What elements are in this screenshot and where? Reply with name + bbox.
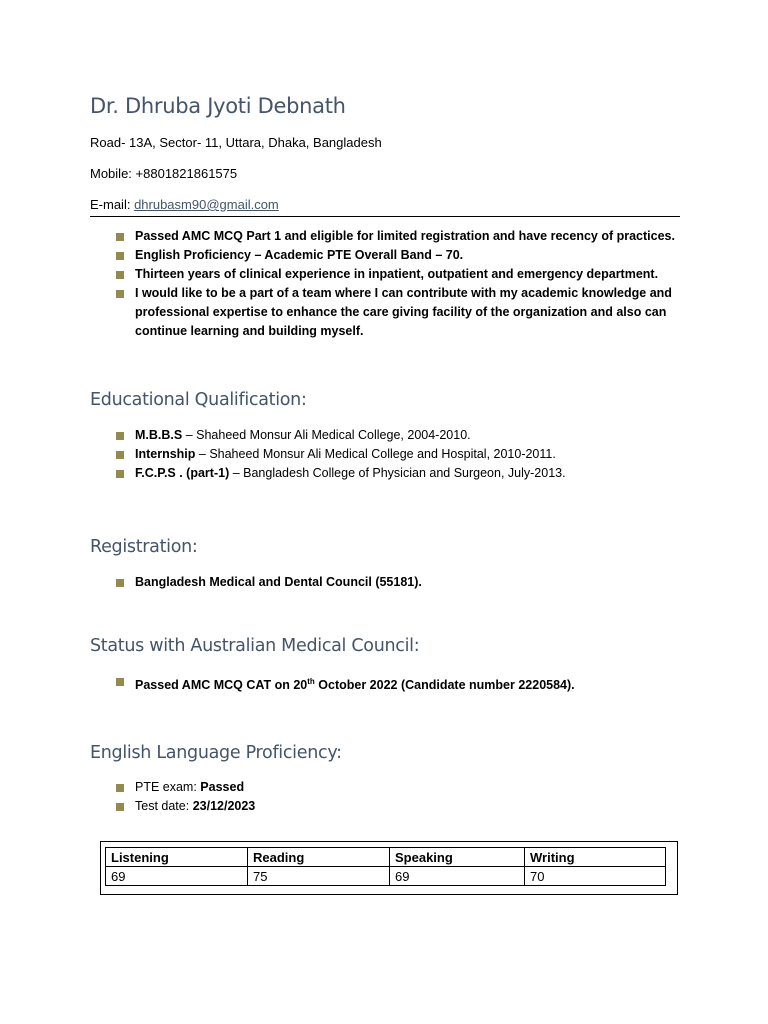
email-label: E-mail: bbox=[90, 197, 135, 212]
address: Road- 13A, Sector- 11, Uttara, Dhaka, Bangladesh bbox=[90, 135, 382, 150]
list-item: Passed AMC MCQ CAT on 20th October 2022 (Candidate number 2220584). bbox=[90, 672, 690, 695]
bullet-icon bbox=[116, 470, 124, 478]
table-header-row bbox=[106, 848, 666, 867]
list-item: I would like to be a part of a team where I can contribute with my academic knowledge and bbox=[90, 284, 690, 303]
table-cell: 70 bbox=[525, 867, 666, 886]
education-list bbox=[90, 426, 690, 483]
bullet-icon bbox=[116, 451, 124, 459]
pte-score-table-frame bbox=[100, 841, 678, 895]
bullet-icon bbox=[116, 579, 124, 587]
bullet-icon bbox=[116, 271, 124, 279]
header-divider bbox=[90, 216, 680, 217]
table-header: Speaking bbox=[390, 848, 525, 867]
english-list bbox=[90, 778, 690, 816]
person-name: Dr. Dhruba Jyoti Debnath bbox=[90, 94, 346, 118]
list-item-continuation: professional expertise to enhance the care giving facility of the organization and also can bbox=[135, 305, 667, 319]
english-heading: English Language Proficiency: bbox=[90, 743, 342, 763]
bullet-icon bbox=[116, 678, 124, 686]
table-cell: 75 bbox=[248, 867, 390, 886]
registration-list bbox=[90, 573, 690, 592]
table-cell: 69 bbox=[106, 867, 248, 886]
bullet-icon bbox=[116, 784, 124, 792]
mobile-number: +8801821861575 bbox=[135, 166, 238, 181]
list-item: M.B.B.S – Shaheed Monsur Ali Medical College, 2004-2010. bbox=[90, 426, 690, 445]
list-item: F.C.P.S . (part-1) – Bangladesh College of Physician and Surgeon, July-2013. bbox=[90, 464, 690, 483]
bullet-icon bbox=[116, 233, 124, 241]
bullet-icon bbox=[116, 432, 124, 440]
email-line bbox=[90, 197, 279, 212]
bullet-icon bbox=[116, 252, 124, 260]
list-item-continuation: continue learning and building myself. bbox=[135, 324, 364, 338]
list-item: PTE exam: Passed bbox=[90, 778, 690, 797]
table-header: Listening bbox=[106, 848, 248, 867]
summary-list bbox=[90, 227, 690, 341]
table-cell: 69 bbox=[390, 867, 525, 886]
registration-heading: Registration: bbox=[90, 537, 198, 557]
pte-score-table bbox=[105, 847, 666, 886]
list-item: Internship – Shaheed Monsur Ali Medical College and Hospital, 2010-2011. bbox=[90, 445, 690, 464]
education-heading: Educational Qualification: bbox=[90, 390, 307, 410]
table-header: Reading bbox=[248, 848, 390, 867]
amc-list bbox=[90, 672, 690, 695]
list-item: Passed AMC MCQ Part 1 and eligible for limited registration and have recency of practices. bbox=[90, 227, 690, 246]
table-row bbox=[106, 867, 666, 886]
list-item: English Proficiency – Academic PTE Overall Band – 70. bbox=[90, 246, 690, 265]
list-item: Test date: 23/12/2023 bbox=[90, 797, 690, 816]
bullet-icon bbox=[116, 803, 124, 811]
amc-heading: Status with Australian Medical Council: bbox=[90, 636, 420, 656]
mobile-line bbox=[90, 166, 237, 181]
bullet-icon bbox=[116, 290, 124, 298]
email-link[interactable]: dhrubasm90@gmail.com bbox=[134, 197, 279, 212]
table-header: Writing bbox=[525, 848, 666, 867]
mobile-label: Mobile: bbox=[90, 166, 136, 181]
list-item: Bangladesh Medical and Dental Council (55181). bbox=[90, 573, 690, 592]
list-item: Thirteen years of clinical experience in inpatient, outpatient and emergency department. bbox=[90, 265, 690, 284]
